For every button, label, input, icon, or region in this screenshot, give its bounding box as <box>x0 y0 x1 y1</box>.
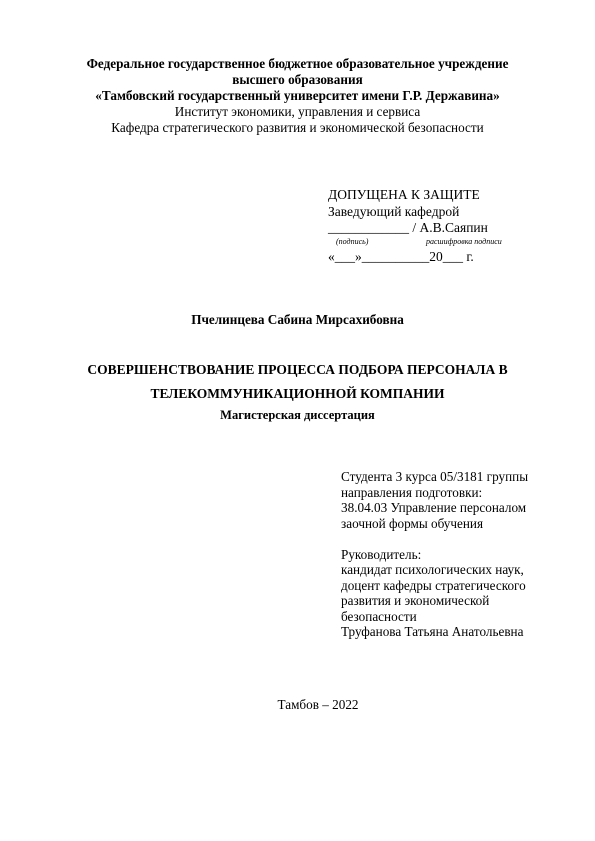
supervisor-line-2: доцент кафедры стратегического <box>341 577 526 593</box>
university-name: «Тамбовский государственный университет имени Г.Р. Державина» <box>95 88 500 103</box>
header-line-2: высшего образования <box>232 72 363 87</box>
student-line-3: 38.04.03 Управление персоналом <box>341 500 527 515</box>
institution-header <box>40 56 555 136</box>
signature-sublabel: (подпись) <box>336 236 369 246</box>
student-line-4: заочной формы обучения <box>341 515 484 531</box>
student-info-block <box>341 469 571 640</box>
signature-sublabels <box>328 237 568 249</box>
thesis-title-line-1: СОВЕРШЕНСТВОВАНИЕ ПРОЦЕССА ПОДБОРА ПЕРСОНАЛА В <box>87 362 508 377</box>
supervisor-name: Труфанова Татьяна Анатольевна <box>341 624 524 639</box>
spacer <box>341 531 571 547</box>
supervisor-line-3: развития и экономической <box>341 593 490 608</box>
student-line-1: Студента 3 курса 05/3181 группы <box>341 469 529 484</box>
thesis-title <box>0 358 595 406</box>
student-line-2: направления подготовки: <box>341 484 483 500</box>
thesis-type: Магистерская диссертация <box>220 408 375 422</box>
supervisor-line-1: кандидат психологических наук, <box>341 562 524 577</box>
supervisor-line-4: безопасности <box>341 608 417 624</box>
approval-date-line: «___»__________20___ г. <box>328 248 474 264</box>
approval-block <box>328 187 568 265</box>
thesis-title-line-2: ТЕЛЕКОММУНИКАЦИОННОЙ КОМПАНИИ <box>150 386 445 401</box>
city-year: Тамбов – 2022 <box>277 697 359 712</box>
institute-name: Институт экономики, управления и сервиса <box>174 104 421 119</box>
department-name: Кафедра стратегического развития и экономической безопасности <box>111 120 484 135</box>
signature-line: ____________ / А.В.Саяпин <box>328 220 488 235</box>
approval-role: Заведующий кафедрой <box>328 203 460 219</box>
approval-title: ДОПУЩЕНА К ЗАЩИТЕ <box>328 187 480 202</box>
author-name: Пчелинцева Сабина Мирсахибовна <box>191 312 404 327</box>
decoding-sublabel: расшифровка подписи <box>426 236 502 246</box>
supervisor-label: Руководитель: <box>341 546 422 562</box>
header-line-1: Федеральное государственное бюджетное образовательное учреждение <box>86 56 509 71</box>
